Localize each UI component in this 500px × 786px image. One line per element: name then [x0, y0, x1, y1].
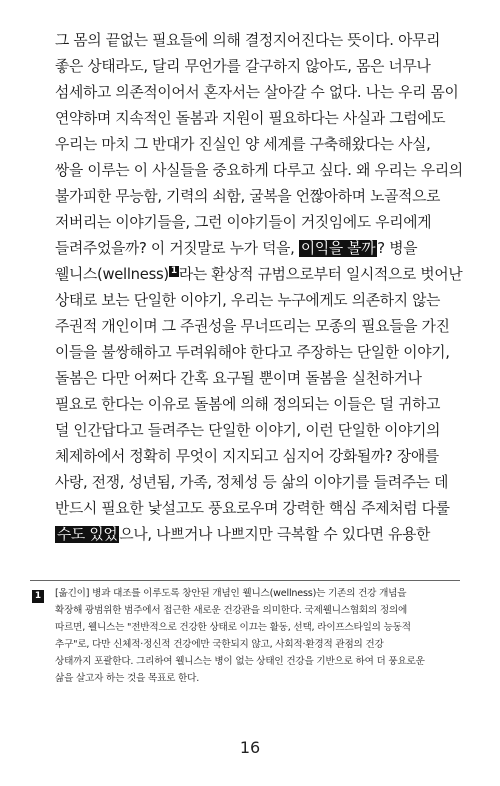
body-line: 돌봄은 다만 어쩌다 간혹 요구될 뿐이며 돌봄을 실천하거나: [55, 370, 422, 387]
body-line: 사랑, 전쟁, 성년됨, 가족, 정체성 등 삶의 이야기를 들려주는 데: [55, 474, 449, 491]
footnote-line: 확장해 광범위한 범주에서 접근한 새로운 건강관을 의미한다. 국제웰니스협회의 정의에: [55, 605, 408, 616]
body-line: 필요로 한다는 이유로 돌봄에 의해 정의되는 이들은 덜 귀하고: [55, 396, 441, 413]
page-number: 16: [239, 738, 261, 757]
body-line: 쌍을 이루는 이 사실들을 중요하게 다루고 싶다. 왜 우리는 우리의: [55, 162, 463, 179]
body-line: 그 몸의 끝없는 필요들에 의해 결정지어진다는 뜻이다. 아무리: [55, 32, 441, 49]
body-line: 섬세하고 의존적이어서 혼자서는 살아갈 수 없다. 나는 우리 몸이: [55, 84, 459, 101]
body-text-segment: 들려주었을까? 이 거짓말로 누가 덕을,: [55, 240, 299, 257]
body-line: 좋은 상태라도, 달리 무언가를 갈구하지 않아도, 몸은 너무나: [55, 58, 431, 75]
footnote-marker: 1: [32, 590, 44, 603]
footnote-divider: [30, 580, 460, 581]
body-text-segment: 웰니스(wellness): [55, 266, 169, 283]
footnote-line: [옮긴이] 병과 대조를 이루도록 창안된 개념인 웰니스(wellness)는 기존의 건강 개념을: [55, 588, 407, 599]
body-line: [55, 524, 430, 546]
footnote-reference[interactable]: 1: [170, 266, 177, 276]
highlighted-text: 수도 있었: [57, 526, 118, 543]
body-line: [55, 238, 417, 260]
body-text-segment: 라는 환상적 규범으로부터 일시적으로 벗어난: [178, 266, 463, 283]
body-line: 덜 인간답다고 들려주는 단일한 이야기, 이런 단일한 이야기의: [55, 422, 441, 439]
body-text-segment: 으나, 나쁘거나 나쁘지만 극복할 수 있다면 유용한: [119, 526, 431, 543]
body-line: [55, 264, 462, 286]
body-line: 이들을 불쌍해하고 두려워해야 한다고 주장하는 단일한 이야기,: [55, 344, 450, 361]
body-line: 주권적 개인이며 그 주권성을 무너뜨리는 모종의 필요들을 가진: [55, 318, 450, 335]
body-line: 반드시 필요한 낯설고도 풍요로우며 강력한 핵심 주제처럼 다룰: [55, 500, 450, 517]
body-line: 상태로 보는 단일한 이야기, 우리는 누구에게도 의존하지 않는: [55, 292, 441, 309]
footnote-line: 삶을 살고자 하는 것을 목표로 한다.: [55, 673, 200, 684]
body-line: 체제하에서 정확히 무엇이 지지되고 심지어 강화될까? 장애를: [55, 448, 439, 465]
footnote-line: 따르면, 웰니스는 "전반적으로 건강한 상태로 이끄는 활동, 선택, 라이프스타일의 능동적: [55, 622, 411, 633]
footnote-line: 상태까지 포괄한다. 그리하여 웰니스는 병이 없는 상태인 건강을 기반으로 하여 더 풍요로운: [55, 656, 425, 667]
highlighted-text: 이익을 볼까: [300, 240, 376, 257]
body-line: 저버리는 이야기들을, 그런 이야기들이 거짓임에도 우리에게: [55, 214, 432, 231]
body-line: 우리는 마치 그 반대가 진실인 양 세계를 구축해왔다는 사실,: [55, 136, 431, 153]
footnote-line: 추구"로, 다만 신체적·정신적 건강에만 국한되지 않고, 사회적·환경적 관점의 건강: [55, 639, 384, 650]
body-text-segment: ? 병을: [377, 240, 418, 257]
body-line: 불가피한 무능함, 기력의 쇠함, 굴복을 언짢아하며 노골적으로: [55, 188, 441, 205]
body-line: 연약하며 지속적인 돌봄과 지원이 필요하다는 사실과 그럼에도: [55, 110, 446, 127]
